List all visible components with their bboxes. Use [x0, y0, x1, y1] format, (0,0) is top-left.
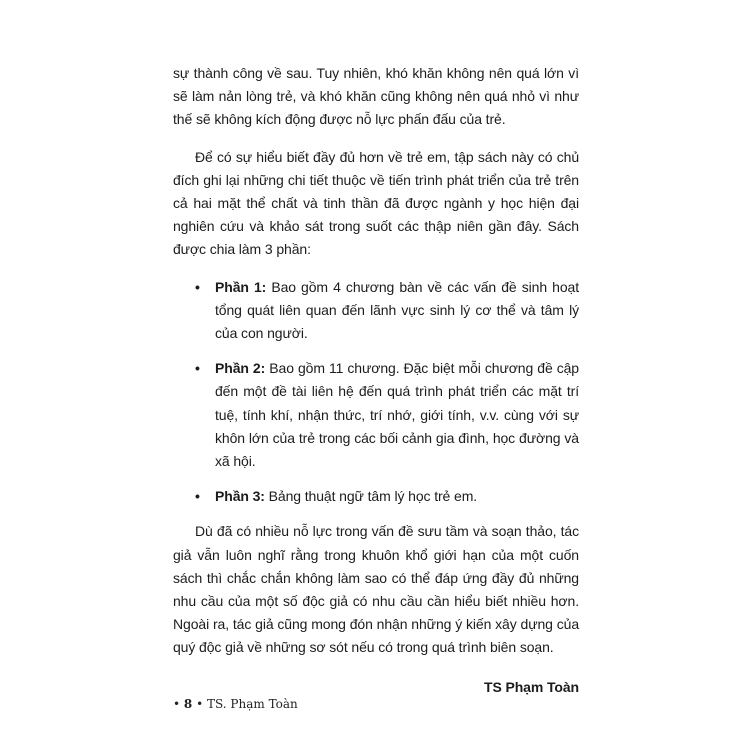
bullet-icon: •: [195, 278, 200, 295]
running-title: TS. Phạm Toàn: [207, 697, 298, 711]
footer-bullet-left: •: [173, 697, 181, 711]
bullet-icon: •: [195, 488, 200, 505]
parts-list: [173, 276, 579, 509]
part-label: Phần 3:: [215, 488, 265, 505]
part-label: Phần 1:: [215, 278, 267, 295]
footer-bullet-right: •: [196, 697, 204, 711]
list-item: [173, 485, 579, 508]
list-item: [173, 276, 579, 346]
paragraph-1: sự thành công về sau. Tuy nhiên, khó khăn không nên quá lớn vì sẽ làm nản lòng trẻ, và khó khăn cũng không nên quá nhỏ vì như thế sẽ không kích động được nỗ lực phấn đấu của trẻ.: [173, 65, 579, 128]
author-signature: TS Phạm Toàn: [484, 678, 579, 695]
page-number: 8: [183, 697, 193, 711]
page-footer: [173, 697, 298, 711]
part-description: Bao gồm 11 chương. Đặc biệt mỗi chương đề cập đến một đề tài liên hệ đến quá trình phát triển các mặt trí tuệ, tính khí, nhận thức, trí nhớ, giới tính, v.v. cùng với sự khôn lớn của trẻ trong các bối cảnh gia đình, học đường và xã hội.: [215, 360, 579, 470]
bullet-icon: •: [195, 360, 200, 377]
part-description: Bao gồm 4 chương bàn về các vấn đề sinh hoạt tổng quát liên quan đến lãnh vực sinh lý cơ thể và tâm lý của con người.: [215, 278, 579, 342]
part-label: Phần 2:: [215, 360, 266, 377]
page-body: [173, 62, 579, 699]
list-item: [173, 357, 579, 473]
paragraph-2: Để có sự hiểu biết đầy đủ hơn về trẻ em, tập sách này có chủ đích ghi lại những chi tiết thuộc về tiến trình phát triển của trẻ trên cả hai mặt thể chất và tinh thần đã được ngành y học hiện đại nghiên cứu và khảo sát trong suốt các thập niên gần đây. Sách được chia làm 3 phần:: [173, 148, 579, 258]
paragraph-3: Dù đã có nhiều nỗ lực trong vấn đề sưu tầm và soạn thảo, tác giả vẫn luôn nghĩ rằng trong khuôn khổ giới hạn của một cuốn sách thì chắc chắn không làm sao có thể đáp ứng đầy đủ những nhu cầu của một số độc giả có nhu cầu cần hiểu biết nhiều hơn. Ngoài ra, tác giả cũng mong đón nhận những ý kiến xây dựng của quý độc giả về những sơ sót nếu có trong quá trình biên soạn.: [173, 523, 579, 656]
part-description: Bảng thuật ngữ tâm lý học trẻ em.: [268, 488, 478, 505]
